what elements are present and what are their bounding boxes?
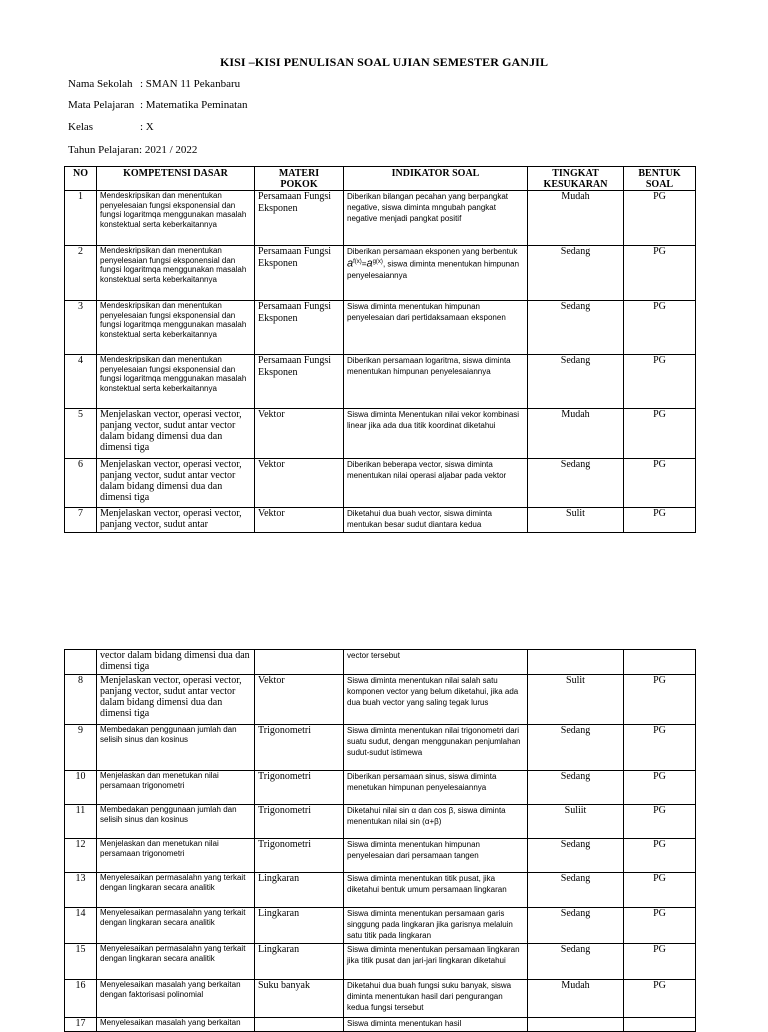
cell-bentuk: PG [624,508,696,533]
cell-tingkat: Suliit [528,805,624,839]
table-row [65,675,696,725]
cell-indikator: Diberikan persamaan logaritma, siswa diminta menentukan himpunan penyelesaiannya [344,355,528,409]
table-row [65,650,696,675]
cell-kompetensi: Menyelesaikan masalah yang berkaitan dengan faktorisasi polinomial [97,980,255,1018]
cell-indikator: Diketahui nilai sin α dan cos β, siswa diminta menentukan nilai sin (α+β) [344,805,528,839]
cell-no: 2 [65,246,97,301]
cell-indikator: Siswa diminta menentukan titik pusat, jika diketahui bentuk umum persamaan lingkaran [344,873,528,908]
cell-no: 15 [65,944,97,980]
table-row [65,908,696,944]
cell-tingkat: Sedang [528,839,624,873]
cell-no: 14 [65,908,97,944]
info-school [68,78,240,90]
header-bentuk-soal [624,167,696,191]
table-row [65,459,696,508]
header-tingkat-line2: KESUKARAN [543,179,608,190]
table-row [65,980,696,1018]
cell-bentuk [624,650,696,675]
cell-no: 13 [65,873,97,908]
cell-tingkat: Sedang [528,944,624,980]
cell-kompetensi: Mendeskripsikan dan menentukan penyelesaian fungsi eksponensial dan fungsi logaritmqa menggunakan masalah konstektual serta keberkaitannya [97,191,255,246]
formula-a: a [347,257,354,270]
cell-materi: Suku banyak [255,980,344,1018]
formula-a2: a [366,257,373,270]
cell-materi: Trigonometri [255,805,344,839]
cell-bentuk: PG [624,944,696,980]
cell-indikator: Siswa diminta Menentukan nilai vekor kombinasi linear jika ada dua titik koordinat diketahui [344,409,528,459]
cell-tingkat: Sedang [528,246,624,301]
formula-exp-g: g(x) [372,259,383,265]
table-row [65,246,696,301]
cell-tingkat: Mudah [528,409,624,459]
cell-no: 8 [65,675,97,725]
cell-tingkat: Sulit [528,508,624,533]
cell-no: 7 [65,508,97,533]
cell-materi: Vektor [255,675,344,725]
cell-materi [255,650,344,675]
cell-materi: Trigonometri [255,725,344,771]
cell-kompetensi: Mendeskripsikan dan menentukan penyelesaian fungsi eksponensial dan fungsi logaritmqa menggunakan masalah konstektual serta keberkaitannya [97,355,255,409]
info-subject [68,99,248,111]
cell-materi: Lingkaran [255,944,344,980]
cell-bentuk: PG [624,980,696,1018]
cell-indikator: Siswa diminta menentukan himpunan penyelesaian dari pertidaksamaan eksponen [344,301,528,355]
cell-materi: Persamaan Fungsi Eksponen [255,246,344,301]
kisi-table-page-2 [64,649,696,1032]
cell-bentuk: PG [624,191,696,246]
info-value: : Matematika Peminatan [140,99,248,111]
cell-indikator: Diberikan beberapa vector, siswa diminta menentukan nilai operasi aljabar pada vektor [344,459,528,508]
cell-indikator: vector tersebut [344,650,528,675]
cell-indikator [344,246,528,301]
cell-materi: Lingkaran [255,873,344,908]
cell-bentuk: PG [624,246,696,301]
cell-bentuk: PG [624,771,696,805]
cell-tingkat: Mudah [528,980,624,1018]
cell-bentuk: PG [624,839,696,873]
info-label: Tahun Pelajaran [68,144,140,156]
cell-indikator: Siswa diminta menentukan nilai trigonometri dari suatu sudut, dengan menggunakan penjumlahan sudut-sudut istimewa [344,725,528,771]
header-tingkat-kesukaran [528,167,624,191]
header-materi-line1: MATERI [278,168,320,179]
header-indikator-soal: INDIKATOR SOAL [344,167,528,191]
cell-tingkat: Sedang [528,873,624,908]
cell-indikator: Siswa diminta menentukan persamaan garis singgung pada lingkaran jika garisnya melaluin satu titik pada lingkaran [344,908,528,944]
cell-materi: Persamaan Fungsi Eksponen [255,191,344,246]
table-row [65,409,696,459]
cell-no: 5 [65,409,97,459]
formula-exp-f: f(x) [353,259,362,265]
cell-bentuk: PG [624,873,696,908]
cell-no: 11 [65,805,97,839]
cell-kompetensi: Membedakan penggunaan jumlah dan selisih sinus dan kosinus [97,805,255,839]
cell-materi: Persamaan Fungsi Eksponen [255,301,344,355]
cell-no [65,650,97,675]
header-kompetensi-dasar: KOMPETENSI DASAR [97,167,255,191]
cell-tingkat: Mudah [528,191,624,246]
table-row [65,1018,696,1032]
info-label: Mata Pelajaran [68,99,135,111]
table-row [65,725,696,771]
info-label: Kelas [68,121,94,133]
cell-bentuk: PG [624,805,696,839]
cell-bentuk: PG [624,301,696,355]
info-value: : 2021 / 2022 [139,144,198,156]
info-class [68,121,154,133]
cell-kompetensi: Mendeskripsikan dan menentukan penyelesaian fungsi eksponensial dan fungsi logaritmqa menggunakan masalah konstektual serta keberkaitannya [97,301,255,355]
cell-kompetensi: Menjelaskan vector, operasi vector, panjang vector, sudut antar [97,508,255,533]
table-row [65,191,696,246]
cell-no: 9 [65,725,97,771]
cell-kompetensi: Menyelesaikan permasalahn yang terkait dengan lingkaran secara analitik [97,908,255,944]
cell-kompetensi: Menyelesaikan permasalahn yang terkait dengan lingkaran secara analitik [97,944,255,980]
cell-kompetensi: Menjelaskan vector, operasi vector, panjang vector, sudut antar vector dalam bidang dimensi dua dan dimensi tiga [97,409,255,459]
cell-materi: Trigonometri [255,839,344,873]
cell-materi: Vektor [255,409,344,459]
cell-bentuk: PG [624,355,696,409]
cell-tingkat: Sedang [528,301,624,355]
cell-kompetensi: Menjelaskan dan menetukan nilai persamaan trigonometri [97,839,255,873]
cell-indikator: Diberikan bilangan pecahan yang berpangkat negative, siswa diminta mngubah pangkat negative menjadi pangkat positif [344,191,528,246]
cell-materi: Lingkaran [255,908,344,944]
info-value: : X [140,121,154,133]
info-year [68,144,197,156]
cell-tingkat: Sedang [528,725,624,771]
table-row [65,771,696,805]
cell-kompetensi: Menyelesaikan masalah yang berkaitan [97,1018,255,1032]
header-tingkat-line1: TINGKAT [552,168,599,179]
cell-bentuk: PG [624,459,696,508]
cell-no: 10 [65,771,97,805]
kisi-table-page-1 [64,166,696,533]
cell-kompetensi: Membedakan penggunaan jumlah dan selisih sinus dan kosinus [97,725,255,771]
info-value: : SMAN 11 Pekanbaru [140,78,241,90]
cell-bentuk: PG [624,675,696,725]
cell-no: 3 [65,301,97,355]
cell-tingkat: Sedang [528,355,624,409]
cell-indikator: Siswa diminta menentukan persamaan lingkaran jika titik pusat dan jari-jari lingkaran diketahui [344,944,528,980]
cell-tingkat: Sulit [528,675,624,725]
cell-kompetensi: Mendeskripsikan dan menentukan penyelesaian fungsi eksponensial dan fungsi logaritmqa menggunakan masalah konstektual serta keberkaitannya [97,246,255,301]
table-row [65,508,696,533]
cell-tingkat: Sedang [528,908,624,944]
cell-kompetensi: Menjelaskan vector, operasi vector, panjang vector, sudut antar vector dalam bidang dimensi dua dan dimensi tiga [97,459,255,508]
cell-bentuk [624,1018,696,1032]
cell-kompetensi: vector dalam bidang dimensi dua dan dimensi tiga [97,650,255,675]
cell-bentuk: PG [624,409,696,459]
cell-kompetensi: Menyelesaikan permasalahn yang terkait dengan lingkaran secara analitik [97,873,255,908]
cell-indikator: Diketahui dua buah vector, siswa diminta mentukan besar sudut diantara kedua [344,508,528,533]
table-row [65,873,696,908]
table-row [65,944,696,980]
document-title: KISI –KISI PENULISAN SOAL UJIAN SEMESTER GANJIL [219,55,549,69]
cell-materi: Trigonometri [255,771,344,805]
cell-indikator: Siswa diminta menentukan nilai salah satu komponen vector yang belum diketahui, jika ada dua buah vector yang saling tegak lurus [344,675,528,725]
cell-kompetensi: Menjelaskan vector, operasi vector, panjang vector, sudut antar vector dalam bidang dimensi dua dan dimensi tiga [97,675,255,725]
indikator-text-b: , siswa diminta menentukan himpunan penyelesaiannya [347,259,520,280]
cell-indikator: Diberikan persamaan sinus, siswa diminta menetukan himpunan penyelesaiannya [344,771,528,805]
cell-materi [255,1018,344,1032]
cell-tingkat [528,650,624,675]
header-bentuk-line2: SOAL [645,179,674,190]
header-materi-pokok [255,167,344,191]
header-no: NO [65,167,97,191]
cell-indikator: Siswa diminta menentukan himpunan penyelesaian dari persamaan tangen [344,839,528,873]
cell-bentuk: PG [624,908,696,944]
header-bentuk-line1: BENTUK [638,168,681,179]
cell-indikator: Siswa diminta menentukan hasil [344,1018,528,1032]
indikator-text-a: Diberikan persamaan eksponen yang berbentuk [347,247,518,256]
cell-kompetensi: Menjelaskan dan menetukan nilai persamaan trigonometri [97,771,255,805]
cell-materi: Persamaan Fungsi Eksponen [255,355,344,409]
cell-no: 16 [65,980,97,1018]
table-header-row [65,167,696,191]
cell-no: 6 [65,459,97,508]
formula-equals: = [361,259,367,269]
table-row [65,839,696,873]
cell-no: 12 [65,839,97,873]
cell-bentuk: PG [624,725,696,771]
cell-materi: Vektor [255,459,344,508]
table-row [65,355,696,409]
cell-tingkat [528,1018,624,1032]
cell-tingkat: Sedang [528,771,624,805]
cell-no: 1 [65,191,97,246]
table-row [65,805,696,839]
cell-tingkat: Sedang [528,459,624,508]
table-row [65,301,696,355]
info-label: Nama Sekolah [68,78,133,90]
cell-no: 17 [65,1018,97,1032]
header-materi-line2: POKOK [280,179,318,190]
cell-indikator: Diketahui dua buah fungsi suku banyak, siswa diminta menentukan hasil dari pengurangan kedua fungsi tersebut [344,980,528,1018]
cell-materi: Vektor [255,508,344,533]
cell-no: 4 [65,355,97,409]
